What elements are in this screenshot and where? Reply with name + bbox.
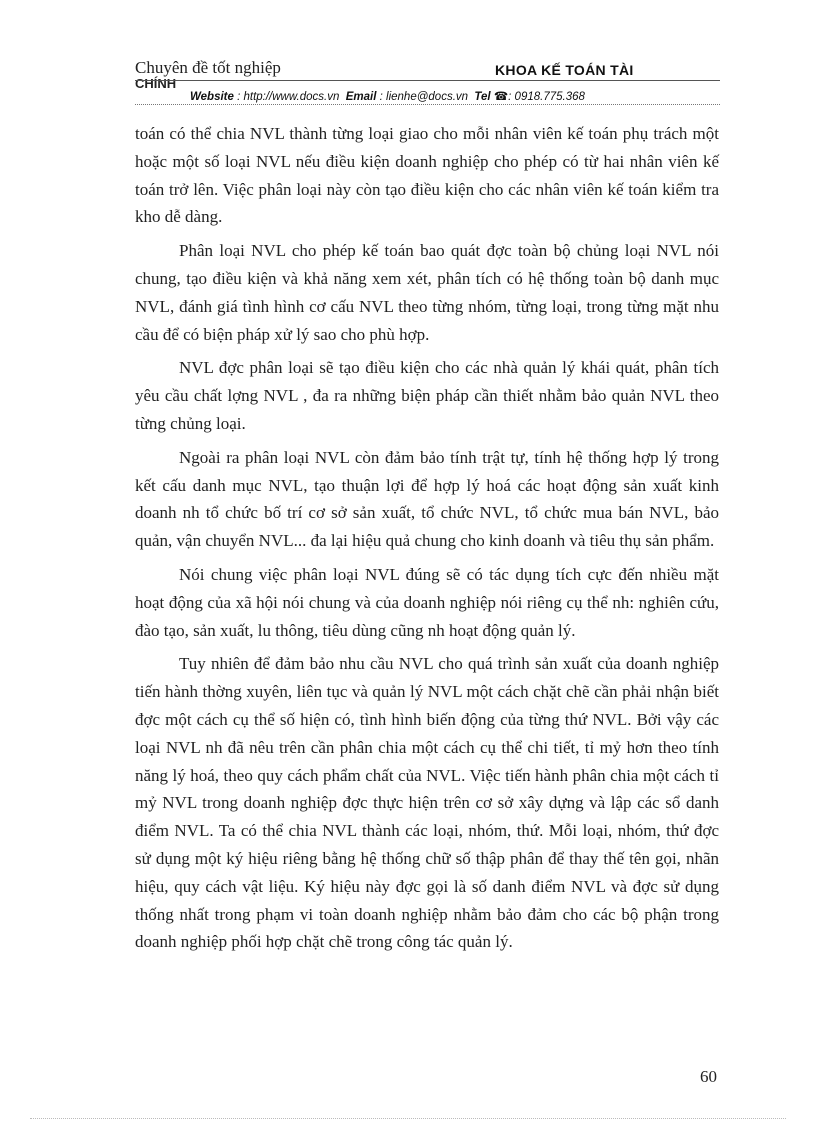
website-label: Website: [190, 91, 234, 103]
document-body: [135, 120, 719, 962]
tel-value: : 0918.775.368: [508, 91, 585, 103]
tel-label: Tel: [474, 91, 491, 103]
paragraph: Phân loại NVL cho phép kế toán bao quát đợc toàn bộ chủng loại NVL nói chung, tạo điều kiện và khả năng xem xét, phân tích có hệ thống toàn bộ danh mục NVL, đánh giá tình hình cơ cấu NVL theo từng nhóm, từng loại, trong từng mặt nhu cầu để có biện pháp xử lý sao cho phù hợp.: [135, 241, 719, 344]
paragraph: toán có thể chia NVL thành từng loại giao cho mỗi nhân viên kế toán phụ trách một hoặc một số loại NVL nếu điều kiện doanh nghiệp cho phép có từ hai nhân viên kế toán trở lên. Việc phân loại này còn tạo điều kiện cho các nhân viên kế toán kiểm tra kho dễ dàng.: [135, 124, 719, 227]
header-dotted-rule: [135, 104, 720, 105]
phone-icon: ☎: [493, 91, 509, 103]
page-number: 60: [700, 1067, 717, 1086]
paragraph: Ngoài ra phân loại NVL còn đảm bảo tính trật tự, tính hệ thống hợp lý trong kết cấu danh mục NVL, tạo thuận lợi để hợp lý hoá các hoạt động sản xuất kinh doanh nh tổ chức bố trí cơ sở sản xuất, tổ chức NVL, tổ chức mua bán NVL, bảo quản, vận chuyển NVL... đa lại hiệu quả chung cho kinh doanh và tiêu thụ sản phẩm.: [135, 447, 719, 551]
header-faculty: KHOA KẾ TOÁN TÀI: [495, 62, 634, 78]
header-rule: [135, 80, 720, 81]
paragraph: Nói chung việc phân loại NVL đúng sẽ có tác dụng tích cực đến nhiều mặt hoạt động của xã hội nói chung và của doanh nghiệp nói riêng cụ thể nh: nghiên cứu, đào tạo, sản xuất, lu thông, tiêu dùng cũng nh hoạt động quản lý.: [135, 564, 719, 640]
website-link[interactable]: : http://www.docs.vn: [237, 91, 340, 103]
footer-dotted-rule: [30, 1118, 786, 1119]
email-link[interactable]: : lienhe@docs.vn: [379, 91, 469, 103]
header-title: Chuyên đề tốt nghiệp: [135, 58, 281, 77]
paragraph: Tuy nhiên để đảm bảo nhu cầu NVL cho quá trình sản xuất của doanh nghiệp tiến hành thờng xuyên, liên tục và quản lý NVL một cách chặt chẽ cần phải nhận biết đợc một cách cụ thể số hiện có, tình hình biến động của từng thứ NVL. Bởi vậy các loại NVL nh đã nêu trên cần phân chia một cách cụ thể chi tiết, tỉ mỷ hơn theo tính năng lý hoá, theo quy cách phẩm chất của NVL. Việc tiến hành phân chia một cách tỉ mỷ NVL trong doanh nghiệp đợc thực hiện trên cơ sở xây dựng và lập các sổ danh điểm NVL. Ta có thể chia NVL thành các loại, nhóm, thứ. Mỗi loại, nhóm, thứ đợc sử dụng một ký hiệu riêng bằng hệ thống chữ số thập phân để thay thế tên gọi, nhãn hiệu, quy cách vật liệu. Ký hiệu này đợc gọi là số danh điểm NVL và đợc sử dụng thống nhất trong phạm vi toàn doanh nghiệp nhằm bảo đảm cho các bộ phận trong doanh nghiệp phối hợp chặt chẽ trong công tác quản lý.: [135, 654, 719, 952]
paragraph: NVL đợc phân loại sẽ tạo điều kiện cho các nhà quản lý khái quát, phân tích yêu cầu chất lợng NVL , đa ra những biện pháp cần thiết nhằm bảo quản NVL theo từng chủng loại.: [135, 358, 719, 433]
header-contact: [190, 89, 585, 103]
email-label: Email: [345, 91, 377, 103]
header-title-continued: CHÍNH: [135, 76, 177, 91]
